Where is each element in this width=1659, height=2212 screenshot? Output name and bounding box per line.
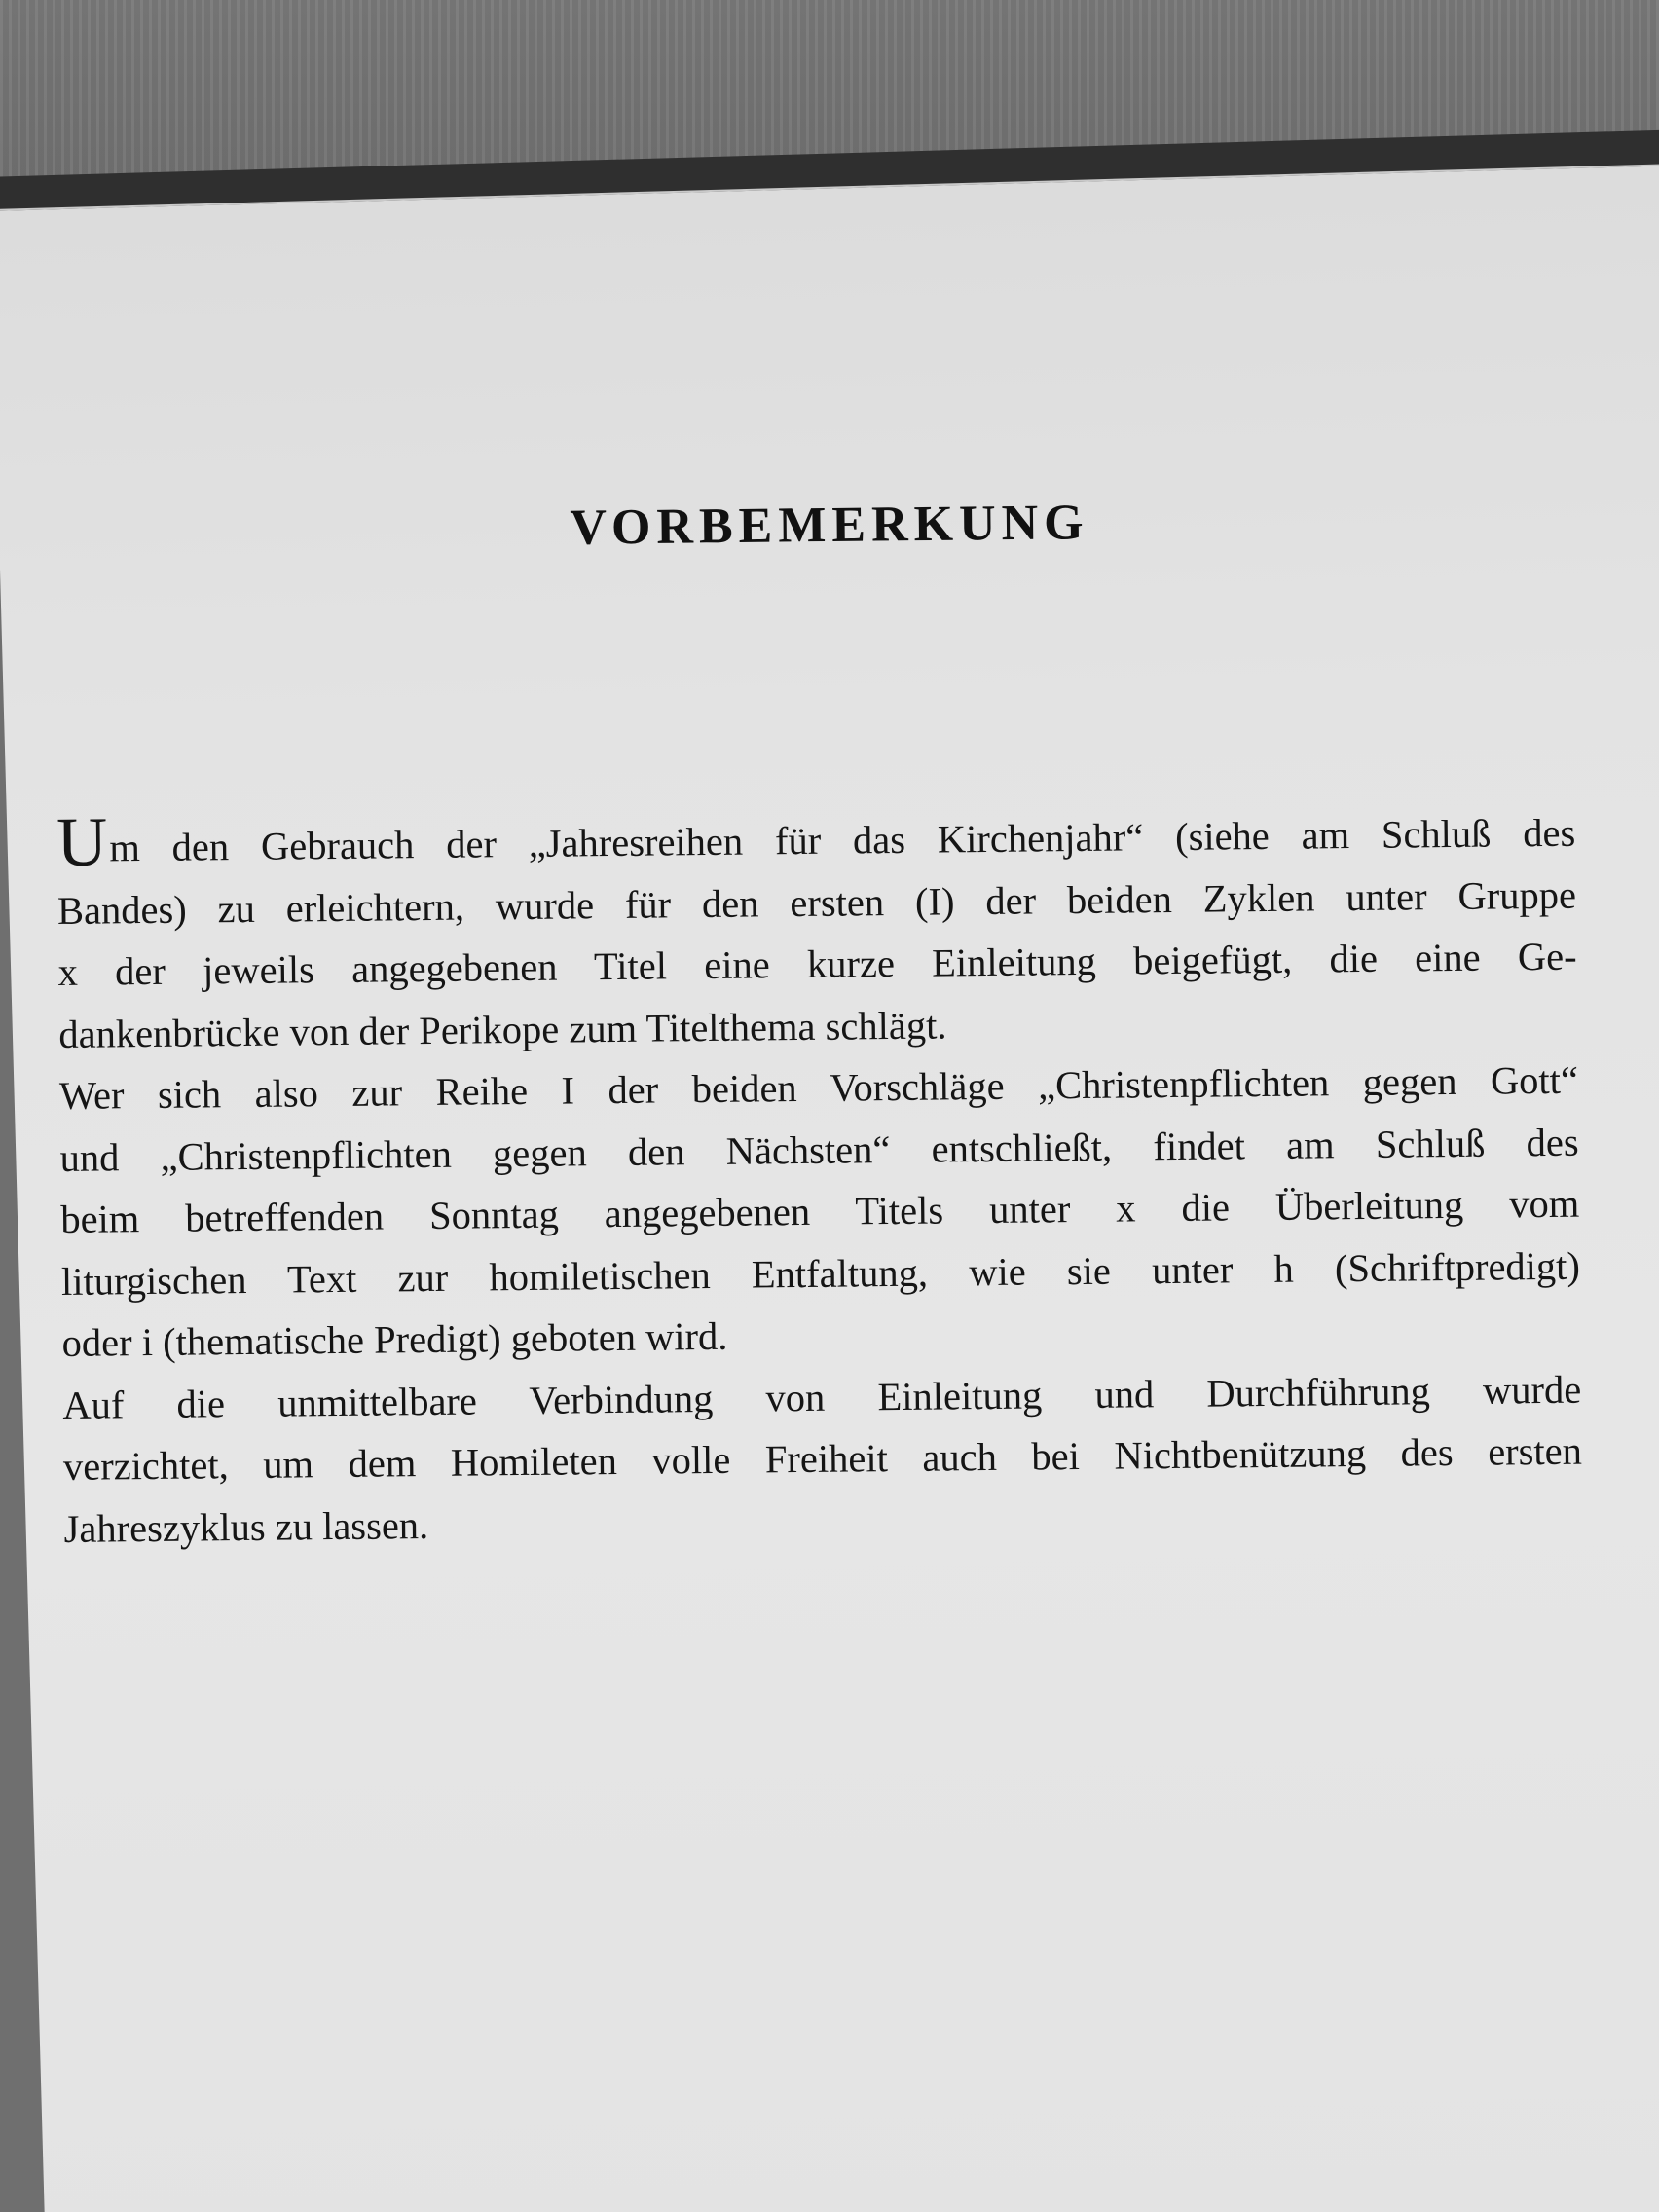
paragraph-line: Auf die unmittelbare Verbindung von Einleitung und Durchführung wurde bbox=[62, 1367, 1582, 1427]
drop-initial: U bbox=[55, 802, 108, 881]
paragraph-line: Um den Gebrauch der „Jahresreihen für das Kirchenjahr“ (siehe am Schluß des bbox=[55, 802, 1576, 881]
paragraph-2 bbox=[59, 1050, 1581, 1375]
paragraph-3 bbox=[62, 1358, 1583, 1560]
page-heading: VORBEMERKUNG bbox=[570, 495, 1089, 556]
paragraph-1 bbox=[56, 802, 1578, 1065]
paragraph-line: dankenbrücke von der Perikope zum Titelthema schlägt. bbox=[58, 1002, 947, 1056]
paragraph-line: oder i (thematische Predigt) geboten wird. bbox=[61, 1313, 728, 1365]
paragraph-line: verzichtet, um dem Homileten volle Freiheit auch bei Nichtbenützung des ersten bbox=[62, 1428, 1583, 1489]
paragraph-line: Wer sich also zur Reihe I der beiden Vorschläge „Christenpflichten gegen Gott“ bbox=[58, 1057, 1579, 1118]
paragraph-line: x der jeweils angegebenen Titel eine kurze Einleitung beigefügt, die eine Ge- bbox=[57, 934, 1577, 994]
paragraph-line: Jahreszyklus zu lassen. bbox=[63, 1502, 429, 1551]
paragraph-line: beim betreffenden Sonntag angegebenen Titels unter x die Überleitung vom bbox=[60, 1181, 1580, 1241]
paragraph-line: Bandes) zu erleichtern, wurde für den ersten (I) der beiden Zyklen unter Gruppe bbox=[56, 872, 1577, 933]
paragraph-line: liturgischen Text zur homiletischen Entfaltung, wie sie unter h (Schriftpredigt) bbox=[60, 1243, 1581, 1304]
paragraph-line: und „Christenpflichten gegen den Nächsten“ entschließt, findet am Schluß des bbox=[59, 1120, 1579, 1180]
body-text bbox=[56, 802, 1583, 1560]
